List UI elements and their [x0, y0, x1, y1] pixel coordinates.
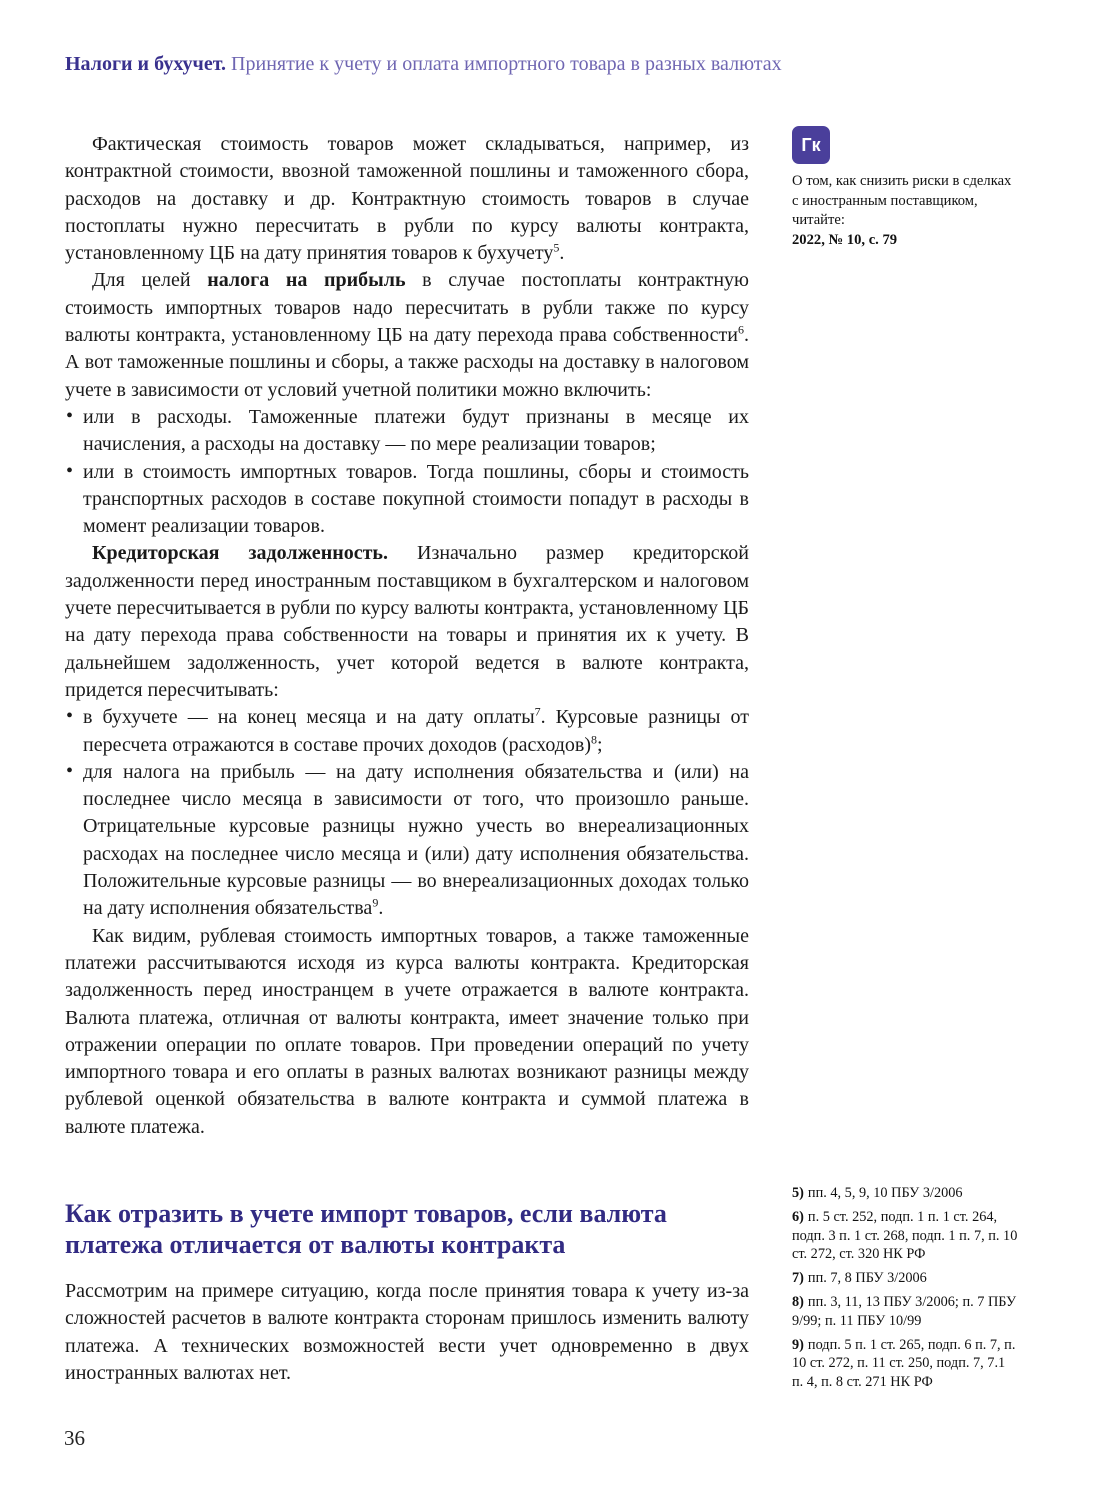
footnote-number: 8) [792, 1293, 804, 1310]
section-brand: Налоги и бухучет. [65, 53, 227, 75]
footnote [792, 1336, 1018, 1392]
bullet-text [83, 461, 749, 538]
paragraph [65, 131, 749, 267]
bullet-dot-icon: • [66, 705, 74, 728]
footnote-text: пп. 7, 8 ПБУ 3/2006 [807, 1270, 927, 1287]
bullet-item [65, 704, 749, 759]
text-run: или в расходы. Таможенные платежи будут признаны в месяце их начисления, а расходы на доставку — по мере реализации товаров; [83, 405, 749, 456]
footnote-ref: 7 [534, 704, 541, 719]
running-header [65, 52, 1045, 76]
text-run: . А вот таможенные пошлины и сборы, а также расходы на доставку в налоговом учете в зависимости от условий учетной политики можно включить: [65, 324, 749, 401]
footnote-text: пп. 3, 11, 13 ПБУ 3/2006; п. 7 ПБУ 9/99; п. 11 ПБУ 10/99 [792, 1293, 1017, 1329]
text-run: . [378, 897, 384, 920]
bullet-dot-icon: • [66, 404, 74, 427]
text-run: Для целей [92, 269, 208, 292]
page-number: 36 [64, 1426, 85, 1450]
text-run: в бухучете — на конец месяца и на дату оплаты [83, 706, 535, 729]
section-heading [65, 1198, 749, 1260]
bullet-item [65, 459, 749, 541]
bullet-text [83, 761, 749, 919]
footnote-number: 9) [792, 1336, 804, 1353]
bullet-item [65, 404, 749, 459]
footnotes-block [792, 1184, 1018, 1397]
footnote-ref: 8 [591, 731, 598, 746]
bullet-item [65, 759, 749, 923]
text-run: для налога на прибыль — на дату исполнения обязательства и (или) на последнее число месяца в зависимости от того, что произошло раньше. Отрицательные курсовые разницы нужно учесть во внереализационных расходах на последнее число месяца и (или) дату исполнения обязательства. Положительные курсовые разницы — во внереализационных доходах только на дату исполнения обязательства [83, 760, 749, 920]
footnote-number: 6) [792, 1208, 804, 1225]
paragraph [65, 267, 749, 403]
text-run: ; [597, 733, 603, 756]
bullet-dot-icon: • [66, 459, 74, 482]
article-running-title: Принятие к учету и оплата импортного товара в разных валютах [231, 53, 782, 75]
bold-text: Кредиторская задолженность. [92, 542, 389, 565]
text-run: Рассмотрим на примере ситуацию, когда после принятия товара к учету из-за сложностей расчетов в валюте контракта сторонам пришлось изменить валюту платежа. А технических возможностей вести учет одновременно в двух иностранных валютах нет. [65, 1280, 749, 1384]
footnote-number: 5) [792, 1185, 804, 1201]
paragraph [65, 923, 749, 1141]
paragraph [65, 540, 749, 704]
paragraph [65, 1278, 749, 1387]
text-run: или в стоимость импортных товаров. Тогда пошлины, сборы и стоимость транспортных расходов в составе покупной стоимости попадут в расходы в момент реализации товаров. [83, 460, 749, 538]
text-run: Как видим, рублевая стоимость импортных товаров, а также таможенные платежи рассчитываются исходя из курса валюты контракта. Кредиторская задолженность перед иностранцем в учете отражается в валюте контракта. Валюта платежа, отличная от валюты контракта, имеет значение только при отражении операции по оплате товаров. При проведении операций по учету импортного товара и его оплаты в разных валютах возникают разницы между рублевой оценкой обязательства в валюте контракта и суммой платежа в валюте платежа. [65, 924, 749, 1138]
footnote-ref: 9 [372, 895, 379, 910]
text-run: в случае постоплаты контрактную стоимость импортных товаров надо пересчитать в рубли также по курсу валюты контракта, установленному ЦБ на дату перехода права собственности [65, 269, 749, 347]
gk-icon-letters: Гк [801, 134, 821, 155]
footnote-number: 7) [792, 1270, 804, 1287]
bullet-text [83, 406, 749, 455]
footnote [792, 1293, 1018, 1331]
footnote-text: подп. 5 п. 1 ст. 265, подп. 6 п. 7, п. 10 ст. 272, п. 11 ст. 250, подп. 7, 7.1 п. 4, п. 8 ст. 271 НК РФ [792, 1336, 1016, 1391]
footnote-text: пп. 4, 5, 9, 10 ПБУ 3/2006 [807, 1185, 963, 1201]
sidebar-note-reference: 2022, № 10, с. 79 [792, 231, 898, 248]
article-section [65, 1198, 749, 1387]
text-run: Изначально размер кредиторской задолженности перед иностранным поставщиком в бухгалтерском и налоговом учете пересчитывается в рубли по курсу валюты контракта, установленному ЦБ на дату перехода права собственности на товары и принятия их к учету. В дальнейшем задолженность, учет которой ведется в валюте контракта, придется пересчитывать: [65, 542, 749, 701]
gk-magazine-icon [792, 126, 830, 164]
article-body [65, 131, 749, 1141]
text-run: Фактическая стоимость товаров может складываться, например, из контрактной стоимости, ввозной таможенной пошлины и таможенного сбора, расходов на доставку и др. Контрактную стоимость товаров в случае постоплаты нужно пересчитать в рубли по курсу валюты контракта, установленному ЦБ на дату принятия товаров к бухучету [65, 133, 749, 265]
footnote [792, 1208, 1018, 1264]
text-run: Как отразить в учете импорт товаров, если валюта платежа отличается от валюты контракта [65, 1199, 667, 1259]
bullet-dot-icon: • [66, 759, 74, 782]
sidebar-note-text: О том, как снизить риски в сделках с иностранным поставщиком, читайте: [792, 173, 1012, 229]
footnote [792, 1269, 1018, 1288]
footnote-ref: 5 [553, 240, 560, 255]
footnote-text: п. 5 ст. 252, подп. 1 п. 1 ст. 264, подп. 3 п. 1 ст. 268, подп. 1 п. 7, п. 10 ст. 272, ст. 320 НК РФ [792, 1208, 1018, 1263]
sidebar-note [792, 172, 1014, 250]
footnote [792, 1184, 1018, 1203]
footnote-ref: 6 [738, 322, 744, 337]
text-run: . Курсовые разницы от пересчета отражаются в составе прочих доходов (расходов) [83, 706, 749, 756]
bold-text: налога на прибыль [207, 269, 406, 292]
bullet-text [83, 706, 749, 755]
text-run: . [559, 242, 565, 265]
